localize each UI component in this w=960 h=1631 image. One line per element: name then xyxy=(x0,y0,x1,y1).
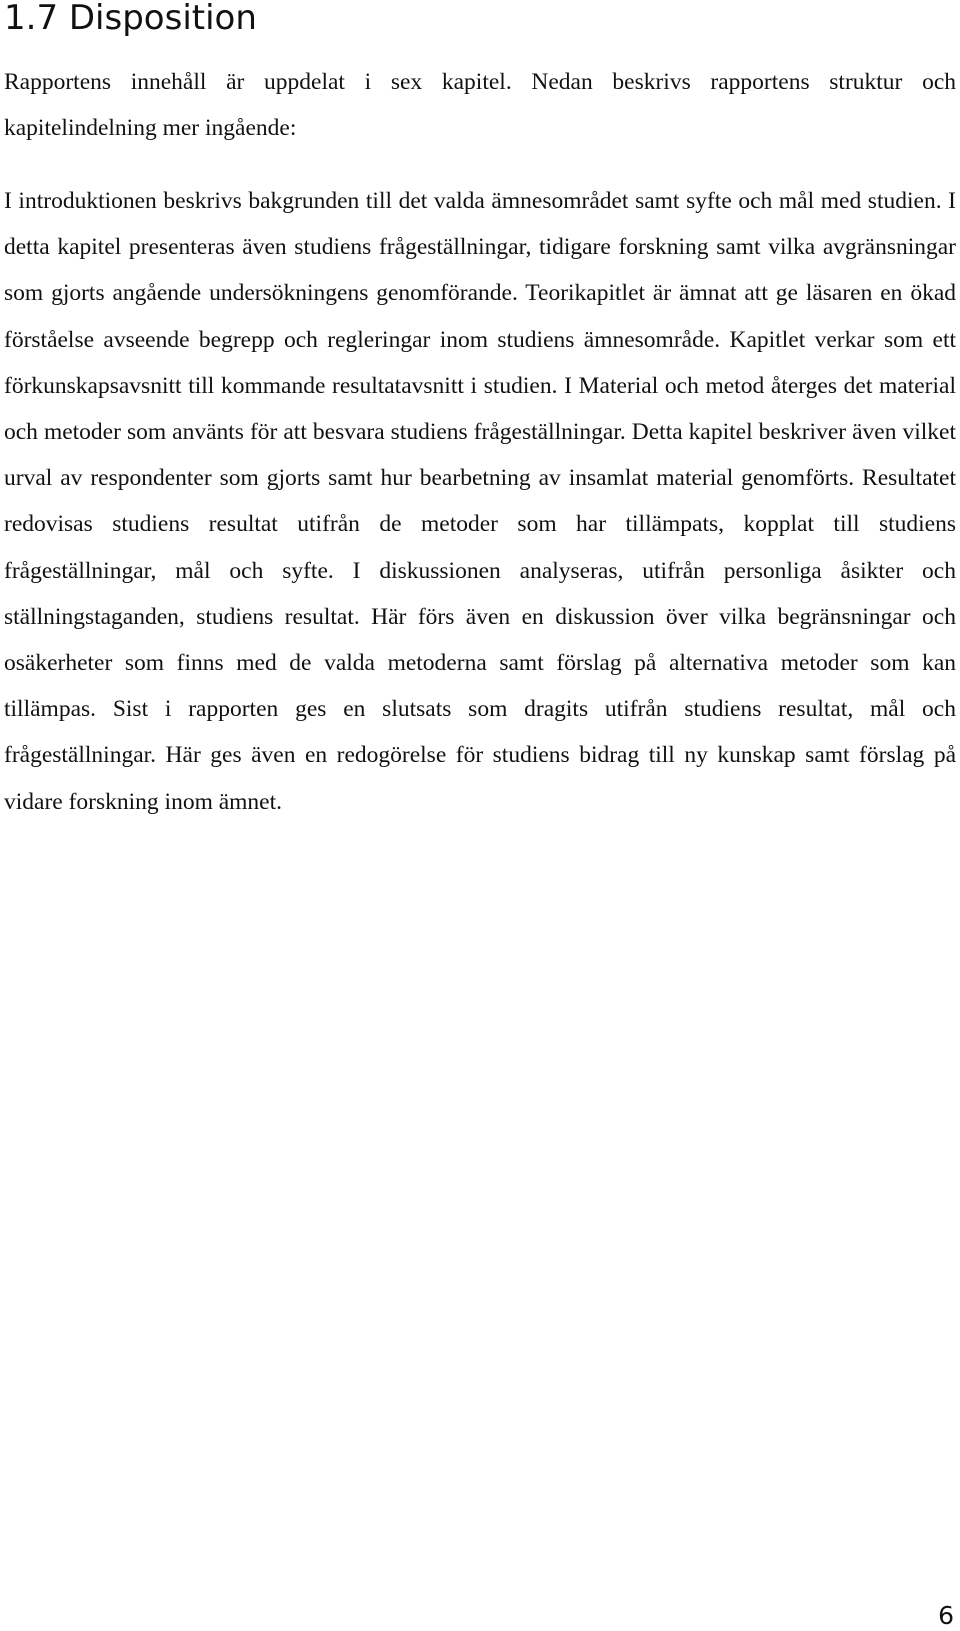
section-heading: 1.7 Disposition xyxy=(4,0,257,38)
intro-paragraph: Rapportens innehåll är uppdelat i sex kapitel. Nedan beskrivs rapportens struktur och kapitelindelning mer ingående: xyxy=(4,69,956,142)
chapter-overview-paragraph: I introduktionen beskrivs bakgrunden till det valda ämnesområdet samt syfte och mål med studien. I detta kapitel presenteras även studiens frågeställningar, tidigare forskning samt vilka avgränsningar som gjorts angående undersökningens genomförande. Teorikapitlet är ämnat att ge läsaren en ökad förståelse avseende begrepp och regleringar inom studiens ämnesområde. Kapitlet verkar som ett förkunskapsavsnitt till kommande resultatavsnitt i studien. I Material och metod återges det material och metoder som använts för att besvara studiens frågeställningar. Detta kapitel beskriver även vilket urval av respondenter som gjorts samt hur bearbetning av insamlat material genomförts. Resultatet redovisas studiens resultat utifrån de metoder som har tillämpats, kopplat till studiens frågeställningar, mål och syfte. I diskussionen analyseras, utifrån personliga åsikter och ställningstaganden, studiens resultat. Här förs även en diskussion över vilka begränsningar och osäkerheter som finns med de valda metoderna samt förslag på alternativa metoder som kan tillämpas. Sist i rapporten ges en slutsats som dragits utifrån studiens resultat, mål och frågeställningar. Här ges även en redogörelse för studiens bidrag till ny kunskap samt förslag på vidare forskning inom ämnet. xyxy=(4,188,956,815)
page-number: 6 xyxy=(938,1601,954,1630)
